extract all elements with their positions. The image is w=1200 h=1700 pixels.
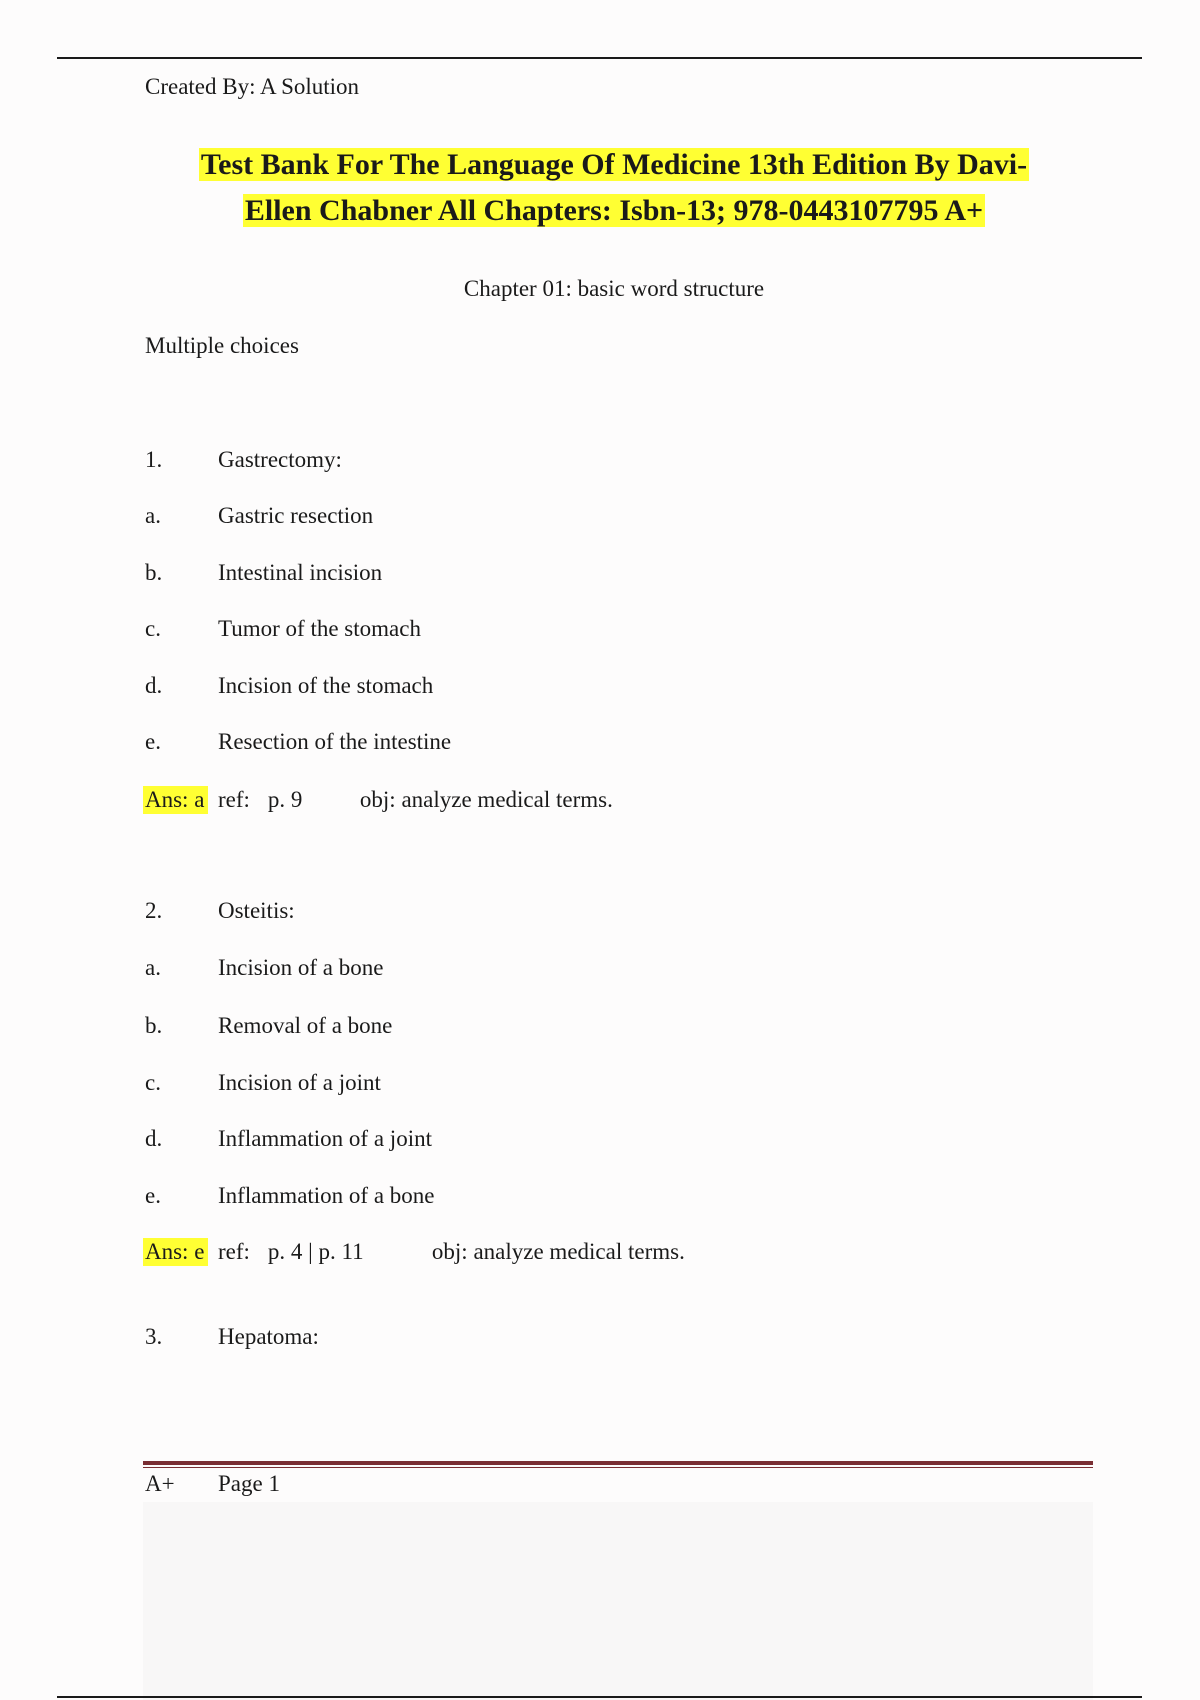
footer-rule-thin <box>143 1467 1093 1468</box>
section-heading: Multiple choices <box>145 333 299 358</box>
question-2-option-d <box>145 1125 432 1153</box>
top-rule <box>57 57 1142 59</box>
question-1-option-a <box>145 502 373 530</box>
question-2-option-c <box>145 1069 381 1097</box>
question-2-option-b <box>145 1012 392 1040</box>
question-1-option-c <box>145 615 421 643</box>
option-text: Incision of a joint <box>218 1070 381 1095</box>
question-1-option-d <box>145 672 433 700</box>
option-text: Inflammation of a bone <box>218 1183 435 1208</box>
question-number: 1. <box>145 447 163 472</box>
option-text: Incision of a bone <box>218 955 384 980</box>
page-number: Page 1 <box>218 1471 280 1496</box>
option-text: Removal of a bone <box>218 1013 393 1038</box>
question-1-option-e <box>145 728 451 756</box>
option-letter: b. <box>145 1013 163 1038</box>
option-letter: d. <box>145 673 163 698</box>
ref-value: p. 4 | p. 11 <box>267 1239 364 1264</box>
page-margin-shade <box>143 1502 1093 1700</box>
title-line-2: Ellen Chabner All Chapters: Isbn-13; 978-0443107795 A+ <box>244 194 984 227</box>
answer-tag: Ans: a <box>143 786 208 814</box>
question-2-option-a <box>145 954 383 982</box>
answer-tag: Ans: e <box>143 1238 208 1266</box>
option-text: Incision of the stomach <box>218 673 434 698</box>
question-1-stem <box>145 446 342 474</box>
option-text: Gastric resection <box>218 503 374 528</box>
objective: obj: analyze medical terms. <box>431 1239 685 1264</box>
chapter-heading: Chapter 01: basic word structure <box>463 276 765 301</box>
question-3-stem <box>145 1323 319 1351</box>
document-title <box>0 142 1200 234</box>
footer-left-label: A+ <box>145 1471 175 1496</box>
option-letter: d. <box>145 1126 163 1151</box>
option-text: Intestinal incision <box>218 560 383 585</box>
option-letter: e. <box>145 1183 161 1208</box>
option-letter: e. <box>145 729 161 754</box>
option-letter: b. <box>145 560 163 585</box>
option-text: Resection of the intestine <box>218 729 452 754</box>
objective: obj: analyze medical terms. <box>359 787 613 812</box>
question-2-answer <box>143 1238 685 1266</box>
option-letter: a. <box>145 955 161 980</box>
option-text: Tumor of the stomach <box>218 616 421 641</box>
question-number: 2. <box>145 898 163 923</box>
option-text: Inflammation of a joint <box>218 1126 432 1151</box>
question-text: Osteitis: <box>218 898 295 923</box>
question-number: 3. <box>145 1324 163 1349</box>
ref-label: ref: <box>218 787 250 812</box>
question-text: Hepatoma: <box>218 1324 319 1349</box>
footer-rule <box>143 1461 1093 1465</box>
question-1-option-b <box>145 559 382 587</box>
option-letter: c. <box>145 1070 161 1095</box>
question-2-stem <box>145 897 295 925</box>
bottom-rule <box>57 1696 1142 1698</box>
ref-value: p. 9 <box>267 787 303 812</box>
question-text: Gastrectomy: <box>218 447 342 472</box>
page-footer <box>145 1470 280 1498</box>
ref-label: ref: <box>218 1239 250 1264</box>
option-letter: a. <box>145 503 161 528</box>
question-2-option-e <box>145 1182 435 1210</box>
title-line-1: Test Bank For The Language Of Medicine 13th Edition By Davi- <box>200 148 1028 181</box>
created-by: Created By: A Solution <box>145 74 360 99</box>
option-letter: c. <box>145 616 161 641</box>
question-1-answer <box>143 786 613 814</box>
